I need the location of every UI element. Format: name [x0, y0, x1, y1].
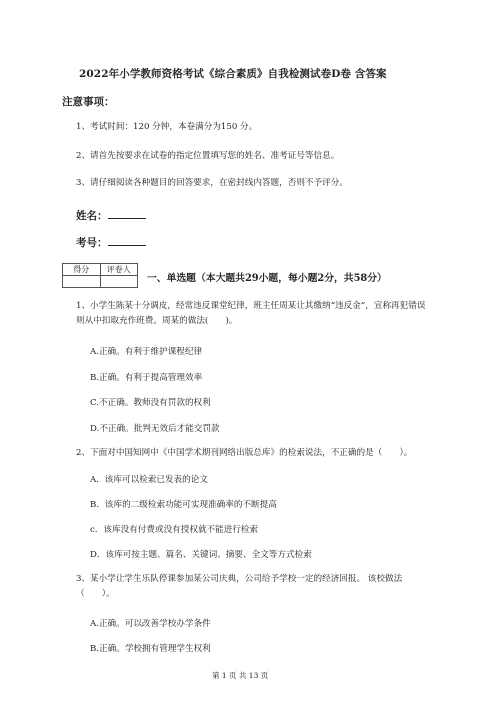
- section-title: 一、单选题（本大题共29小题，每小题2分，共58分）: [147, 273, 387, 284]
- option: A．该库可以检索已发表的论文: [90, 475, 208, 485]
- question-stem: 2、下面对中国知网中《中国学术期刊网络出版总库》的检索说法，不正确的是（ ）。: [76, 448, 413, 458]
- id-field: [76, 231, 146, 250]
- option: B.正确。有利于提高管理效率: [90, 373, 203, 383]
- score-box: [62, 263, 138, 288]
- id-blank[interactable]: [108, 236, 146, 246]
- question-stem: 3、某小学让学生乐队停课参加某公司庆典，公司给予学校一定的经济回报。 该校做法（ ）。: [76, 574, 403, 599]
- notice-item: 3、请仔细阅读各种题目的回答要求，在密封线内答题，否则不予评分。: [76, 178, 348, 188]
- notice-item: 2、请首先按要求在试卷的指定位置填写您的姓名、准考证号等信息。: [76, 151, 340, 161]
- page-footer: 第 1 页 共 13 页: [212, 671, 269, 680]
- id-label: 考号：: [76, 237, 108, 249]
- notice-item: 1、考试时间：120 分钟，本卷满分为150 分。: [76, 122, 258, 132]
- grader-header: 评卷人: [100, 264, 138, 275]
- grader-cell-blank[interactable]: [100, 276, 138, 287]
- score-cell-blank[interactable]: [63, 276, 100, 287]
- option: A.正确。可以改善学校办学条件: [90, 619, 211, 629]
- option: B.正确。学校拥有管理学生权利: [90, 644, 211, 654]
- option: A.正确。有利于维护课程纪律: [90, 347, 203, 357]
- option: c．该库没有付费或没有授权就不能进行检索: [90, 525, 259, 535]
- option: D.不正确。批判无效后才能交罚款: [90, 424, 220, 434]
- option: D．该库可按主题、篇名、关键词、摘要、全文等方式检索: [90, 550, 312, 560]
- question-stem: 1、小学生陈某十分调皮，经常违反课堂纪律，班主任周某让其缴纳“违反金”，宣称再犯错误则从中扣取充作班费。周某的做法( )。: [76, 301, 426, 326]
- score-header: 得分: [73, 265, 90, 274]
- document-title: 2022年小学教师资格考试《综合素质》自我检测试卷D卷 含答案: [79, 68, 387, 80]
- name-blank[interactable]: [108, 209, 146, 219]
- option: B．该库的二级检索功能可实现准确率的不断提高: [90, 500, 277, 510]
- name-field: [76, 204, 146, 223]
- option: C.不正确。教师没有罚款的权利: [90, 398, 211, 408]
- notice-label: 注意事项：: [62, 96, 115, 108]
- name-label: 姓名：: [76, 210, 108, 222]
